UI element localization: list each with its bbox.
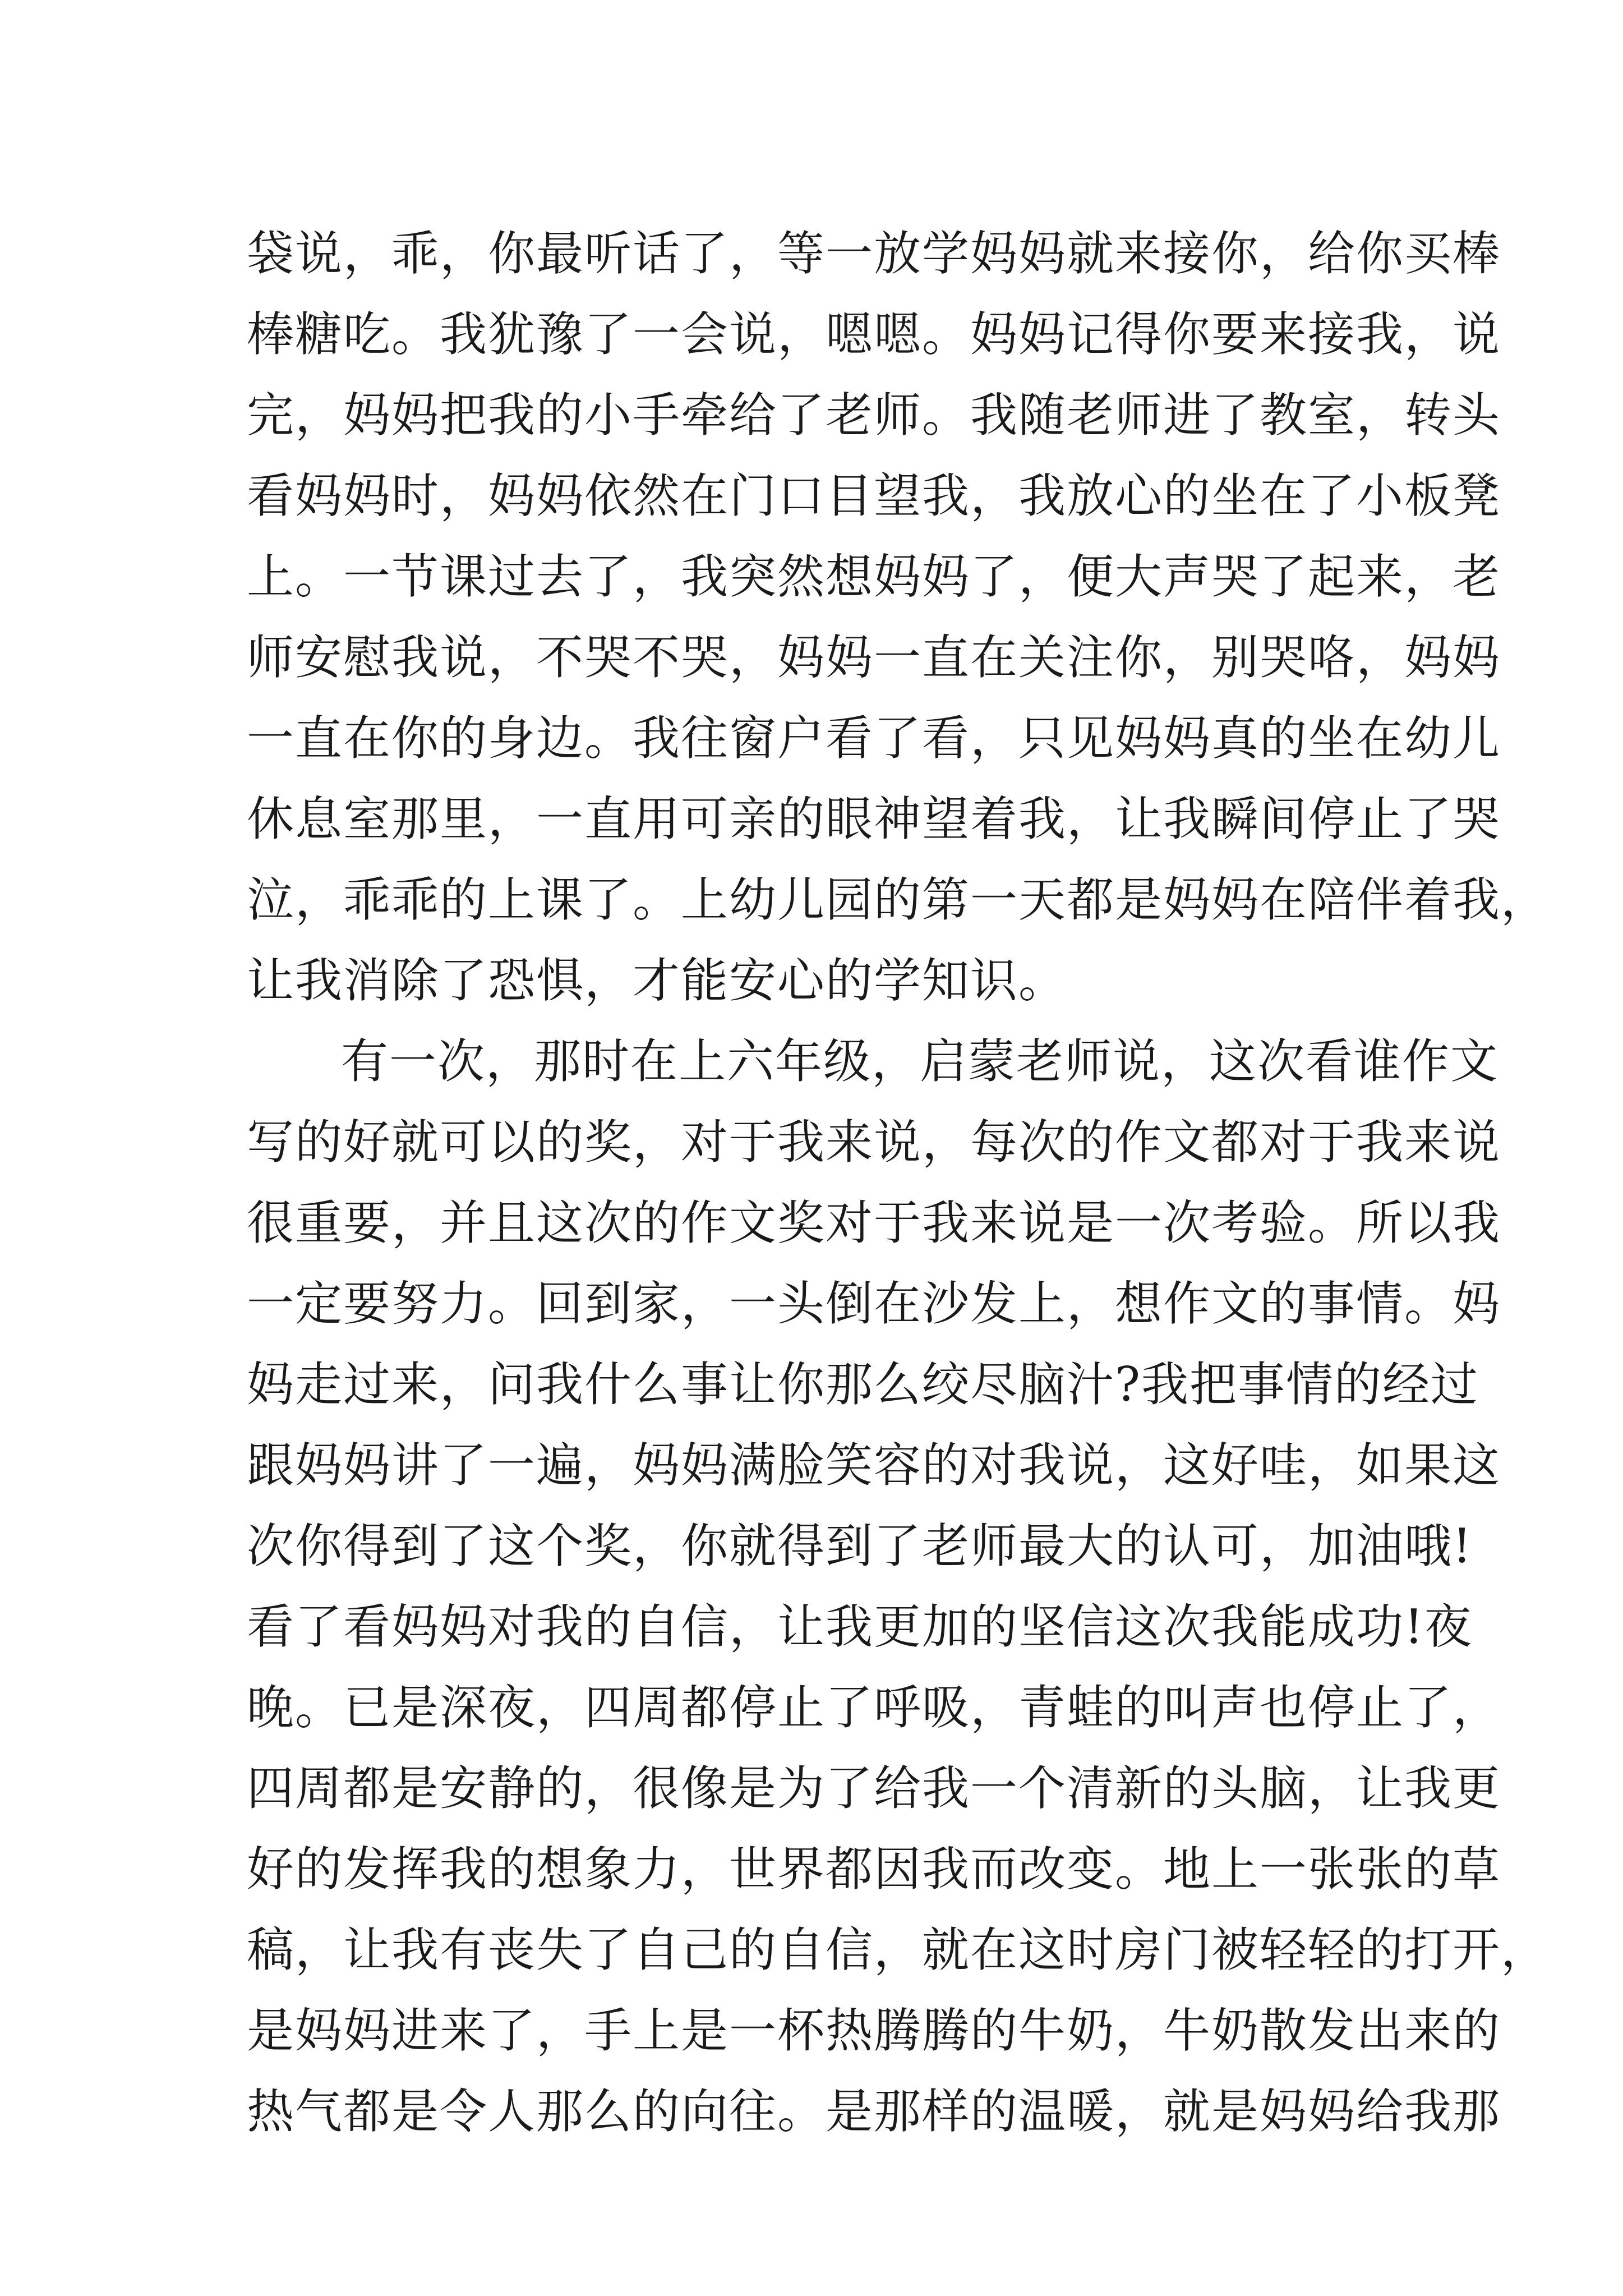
text-line: 让我消除了恐惧，才能安心的学知识。 (247, 953, 1067, 1008)
text-line: 跟妈妈讲了一遍，妈妈满脸笑容的对我说，这好哇，如果这 (247, 1438, 1501, 1493)
text-line: 上。一节课过去了，我突然想妈妈了，便大声哭了起来，老 (247, 549, 1501, 604)
paragraph-2 (247, 1021, 1550, 2152)
text-line: 四周都是安静的，很像是为了给我一个清新的头脑，让我更 (247, 1761, 1501, 1816)
text-line: 好的发挥我的想象力，世界都因我而改变。地上一张张的草 (247, 1842, 1501, 1897)
paragraph-1 (247, 213, 1550, 1021)
text-line: 是妈妈进来了，手上是一杯热腾腾的牛奶，牛奶散发出来的 (247, 2003, 1501, 2058)
text-line: 看了看妈妈对我的自信，让我更加的坚信这次我能成功!夜 (247, 1599, 1473, 1654)
text-line: 休息室那里，一直用可亲的眼神望着我，让我瞬间停止了哭 (247, 792, 1501, 846)
text-line: 棒糖吃。我犹豫了一会说，嗯嗯。妈妈记得你要来接我，说 (247, 307, 1501, 362)
text-line: 看妈妈时，妈妈依然在门口目望我，我放心的坐在了小板凳 (247, 468, 1501, 523)
text-line: 稿，让我有丧失了自己的自信，就在这时房门被轻轻的打开， (247, 1922, 1550, 1977)
text-line: 一直在你的身边。我往窗户看了看，只见妈妈真的坐在幼儿 (247, 711, 1501, 766)
text-line: 很重要，并且这次的作文奖对于我来说是一次考验。所以我 (247, 1195, 1501, 1250)
text-line: 袋说，乖，你最听话了，等一放学妈妈就来接你，给你买棒 (247, 226, 1501, 281)
text-line: 热气都是令人那么的向往。是那样的温暖，就是妈妈给我那 (247, 2084, 1501, 2139)
text-line: 一定要努力。回到家，一头倒在沙发上，想作文的事情。妈 (247, 1276, 1501, 1331)
text-line: 写的好就可以的奖，对于我来说，每次的作文都对于我来说 (247, 1115, 1501, 1170)
text-line: 完，妈妈把我的小手牵给了老师。我随老师进了教室，转头 (247, 388, 1501, 443)
text-line: 次你得到了这个奖，你就得到了老师最大的认可，加油哦! (247, 1519, 1473, 1573)
text-line: 有一次，那时在上六年级，启蒙老师说，这次看谁作文 (341, 1034, 1499, 1089)
text-line: 晚。已是深夜，四周都停止了呼吸，青蛙的叫声也停止了， (247, 1680, 1501, 1735)
body-text (247, 213, 1550, 2152)
text-line: 妈走过来，问我什么事让你那么绞尽脑汁?我把事情的经过 (247, 1357, 1479, 1412)
text-line: 泣，乖乖的上课了。上幼儿园的第一天都是妈妈在陪伴着我， (247, 872, 1550, 927)
text-line: 师安慰我说，不哭不哭，妈妈一直在关注你，别哭咯，妈妈 (247, 630, 1501, 685)
